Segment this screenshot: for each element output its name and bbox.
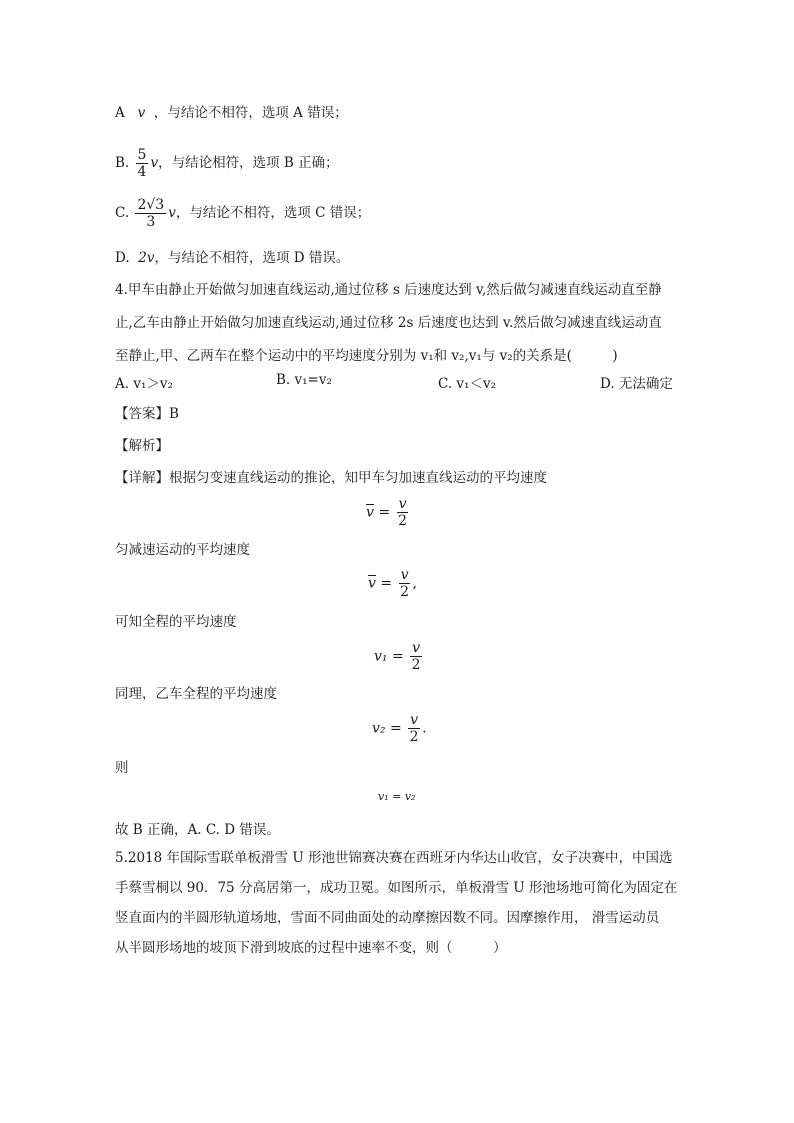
eq1-vbar: $\overline{v}$ [366, 504, 374, 521]
q4-stem-line-3: 至静止,甲、乙两车在整个运动中的平均速度分别为 v₁和 v₂,v₁与 v₂的关系是( ) [115, 348, 618, 364]
option-d-prefix: D. [115, 250, 130, 266]
eq2-denominator: 2 [400, 584, 409, 600]
eq4-fraction [408, 712, 420, 745]
eq2-vbar: $\overline{v}$ [368, 575, 376, 592]
option-d-line [115, 248, 349, 268]
option-b-text: ，与结论相符，选项 B 正确； [158, 155, 339, 171]
option-b-var: v [150, 155, 159, 171]
eq2-numerator: v [400, 567, 409, 583]
option-b-fraction [136, 147, 149, 180]
eq2-fraction [399, 567, 411, 600]
equation-decel-avg: $\overline{v}$ = $\frac{v}{2}$ , [368, 567, 417, 600]
eq1-numerator: v [398, 496, 407, 512]
total-line: 可知全程的平均速度 [115, 614, 237, 630]
option-d-math: 2v [138, 250, 155, 266]
q4-choice-a: A. v₁＞v₂ [115, 376, 173, 392]
option-b-numerator: 5 [137, 147, 147, 163]
option-a-prefix: A [115, 105, 125, 121]
option-c-var: v [168, 205, 176, 221]
eq1-fraction [397, 496, 409, 529]
q5-line-4: 从半圆形场地的坡顶下滑到坡底的过程中速率不变，则（ ） [115, 940, 507, 956]
q4-stem-line-2: 止,乙车由静止开始做匀加速直线运动,通过位移 2s 后速度也达到 v.然后做匀减速直线运动直 [115, 315, 662, 331]
detail-text: 【详解】根据匀变速直线运动的推论，知甲车匀加速直线运动的平均速度 [115, 470, 547, 486]
option-c-prefix: C. [115, 205, 130, 221]
q4-stem-line-1: 4.甲车由静止开始做匀加速直线运动,通过位移 s 后速度达到 v,然后做匀减速直线运动直至静 [115, 282, 662, 298]
q5-line-1: 5.2018 年国际雪联单板滑雪 U 形池世锦赛决赛在西班牙内华达山收官，女子决赛中，中国选 [115, 850, 673, 866]
eq3-v1: v₁ [374, 648, 388, 665]
eq1-denominator: 2 [398, 513, 407, 529]
option-b-line [115, 146, 339, 180]
equation-final: v₁ = v₂ [378, 790, 416, 803]
q4-choice-b: B. v₁=v₂ [276, 372, 332, 388]
same-line: 同理，乙车全程的平均速度 [115, 686, 277, 702]
equation-v1: v₁ = $\frac{v}{2}$ [374, 640, 421, 673]
eq4-denominator: 2 [409, 729, 419, 745]
equation-accel-avg: $\overline{v}$ = $\frac{v}{2}$ [366, 496, 407, 529]
q4-choice-d: D. 无法确定 [600, 376, 673, 392]
option-a-math: v [137, 105, 146, 121]
option-c-numerator: 2√3 [137, 197, 165, 213]
eq3-fraction [410, 640, 422, 673]
eq4-numerator: v [410, 712, 419, 728]
option-a-line [115, 103, 348, 123]
eq4-v2: v₂ [372, 720, 386, 737]
answer-tag: 【答案】B [115, 406, 179, 422]
conclusion-line: 故 B 正确，A. C. D 错误。 [115, 822, 280, 838]
q5-line-3: 竖直面内的半圆形轨道场地，雪面不同曲面处的动摩擦因数不同。因摩擦作用， 滑雪运动员 [115, 910, 660, 926]
q4-choice-c: C. v₁＜v₂ [438, 376, 497, 392]
q5-line-2: 手蔡雪桐以 90．75 分高居第一，成功卫冕。如图所示，单板滑雪 U 形池场地可简化为固定在 [115, 880, 678, 896]
option-c-line [115, 196, 370, 230]
eq3-denominator: 2 [411, 657, 421, 673]
analysis-tag: 【解析】 [115, 438, 169, 454]
option-b-prefix: B. [115, 155, 130, 171]
option-b-denominator: 4 [137, 164, 147, 180]
option-c-denominator: 3 [146, 214, 156, 230]
q5-stem [115, 843, 709, 963]
then-line: 则 [115, 760, 129, 776]
option-c-text: ，与结论不相符，选项 C 错误； [175, 205, 371, 221]
option-c-fraction [135, 197, 166, 230]
decel-line: 匀减速运动的平均速度 [115, 542, 250, 558]
q4-stem [115, 274, 709, 373]
eq3-numerator: v [412, 640, 421, 656]
option-d-text: ，与结论不相符，选项 D 错误。 [154, 250, 350, 266]
option-a-text: ，与结论不相符，选项 A 错误； [153, 105, 348, 121]
equation-v2: v₂ = $\frac{v}{2}$ . [372, 712, 427, 745]
